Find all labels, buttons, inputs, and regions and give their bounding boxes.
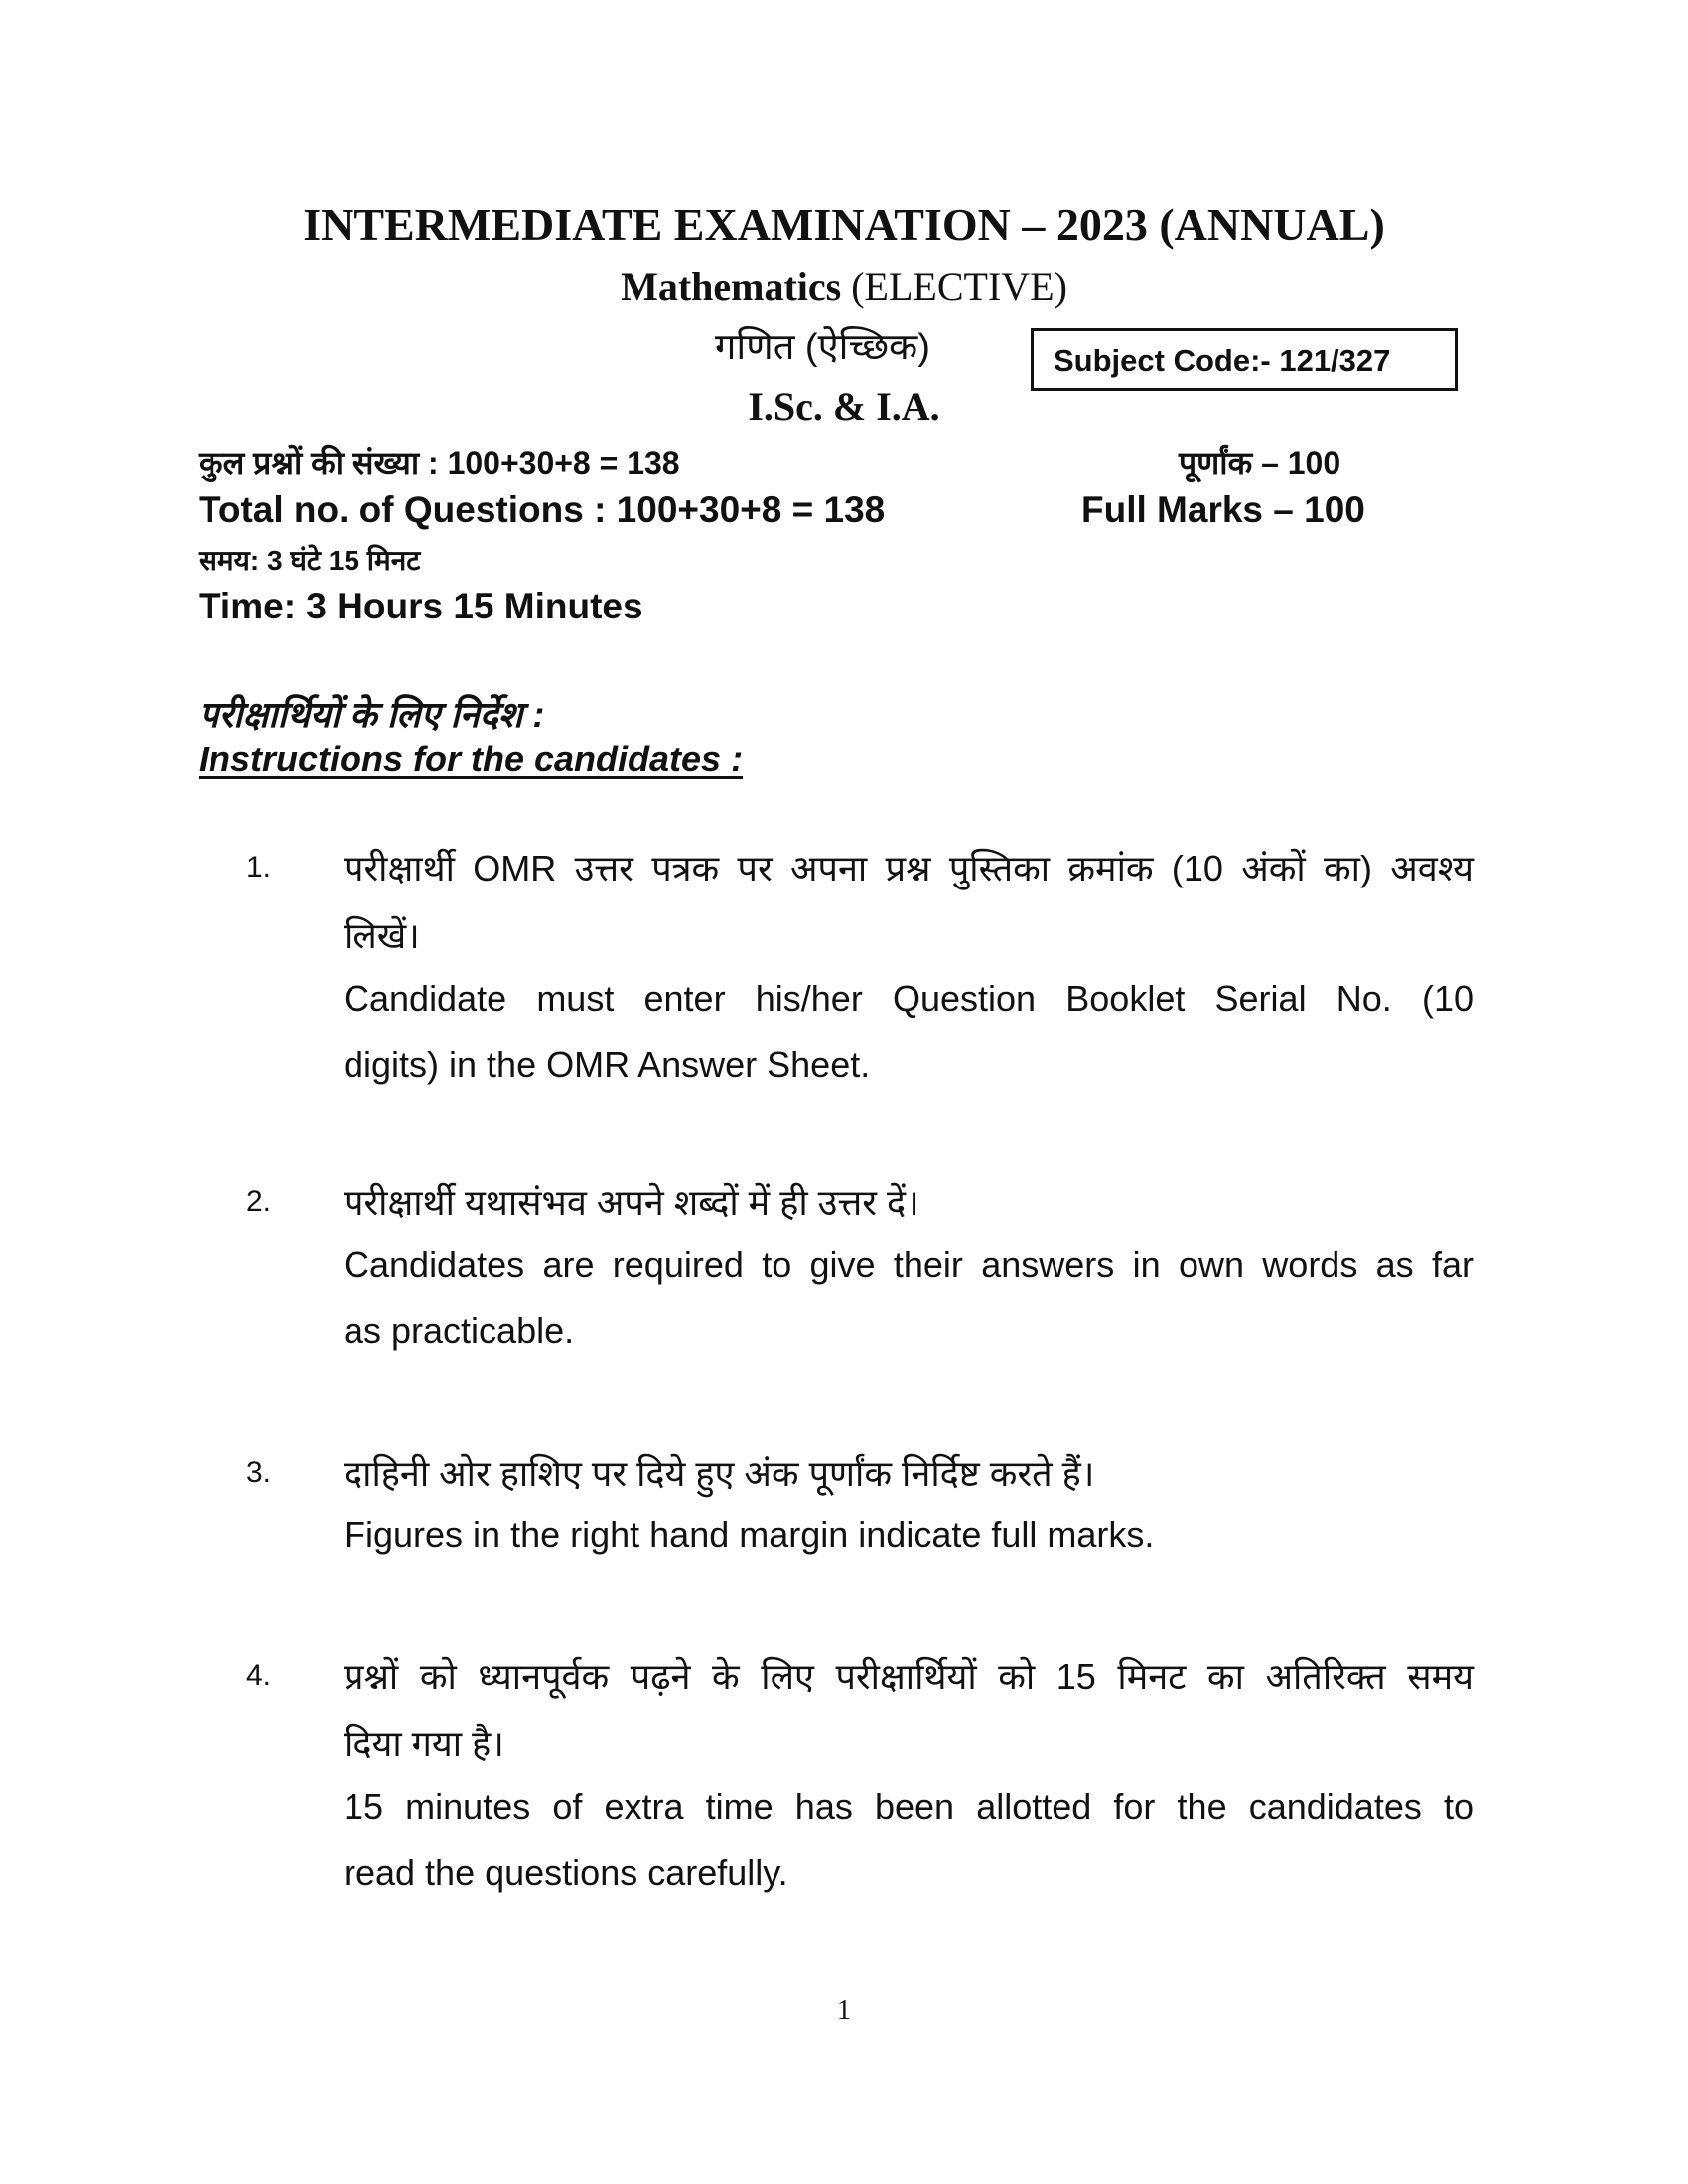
instruction-number: 4. bbox=[246, 1659, 272, 1692]
subject-name-hindi: गणित (ऐच्छिक) bbox=[715, 327, 930, 368]
subject-code-box bbox=[1031, 328, 1458, 391]
full-marks-hindi: पूर्णांक – 100 bbox=[1179, 445, 1341, 480]
instruction-1-english-line2: digits) in the OMR Answer Sheet. bbox=[344, 1044, 871, 1085]
instruction-4-english-line1: 15 minutes of extra time has been allotted for the candidates to bbox=[344, 1786, 1474, 1827]
instructions-heading: Instructions for the candidates : bbox=[199, 739, 744, 779]
subject-name bbox=[0, 263, 1688, 310]
instruction-2-english-line2: as practicable. bbox=[344, 1310, 575, 1351]
stream-label: I.Sc. & I.A. bbox=[748, 384, 940, 429]
time-hindi: समय: 3 घंटे 15 मिनट bbox=[199, 545, 421, 576]
instruction-number: 2. bbox=[246, 1185, 272, 1218]
subject-name-bold: Mathematics bbox=[621, 264, 842, 309]
total-questions-hindi: कुल प्रश्नों की संख्या : 100+30+8 = 138 bbox=[199, 445, 680, 480]
instruction-1-english-line1: Candidate must enter his/her Question Booklet Serial No. (10 bbox=[344, 978, 1474, 1019]
instruction-4-hindi-line2: दिया गया है। bbox=[344, 1723, 504, 1764]
instruction-2-hindi-line1: परीक्षार्थी यथासंभव अपने शब्दों में ही उत्तर दें। bbox=[344, 1182, 919, 1223]
instruction-3-hindi-line1: दाहिनी ओर हाशिए पर दिये हुए अंक पूर्णांक निर्दिष्ट करते हैं। bbox=[344, 1453, 1095, 1494]
instruction-4-hindi-line1: प्रश्नों को ध्यानपूर्वक पढ़ने के लिए परीक्षार्थियों को 15 मिनट का अतिरिक्त समय bbox=[344, 1656, 1474, 1697]
total-questions: Total no. of Questions : 100+30+8 = 138 bbox=[199, 489, 886, 530]
instruction-number: 1. bbox=[246, 851, 272, 884]
exam-title: INTERMEDIATE EXAMINATION – 2023 (ANNUAL) bbox=[303, 200, 1385, 250]
instruction-4-english-line2: read the questions carefully. bbox=[344, 1852, 788, 1893]
subject-name-elective: (ELECTIVE) bbox=[841, 264, 1067, 309]
time-duration: Time: 3 Hours 15 Minutes bbox=[199, 586, 643, 626]
page-number: 1 bbox=[837, 1995, 851, 2026]
instruction-number: 3. bbox=[246, 1456, 272, 1489]
full-marks: Full Marks – 100 bbox=[1081, 489, 1365, 530]
instruction-2-english-line1: Candidates are required to give their answers in own words as far bbox=[344, 1244, 1474, 1285]
instruction-1-hindi-line2: लिखें। bbox=[344, 915, 420, 956]
subject-code: Subject Code:- 121/327 bbox=[1054, 343, 1391, 378]
instructions-heading-hindi: परीक्षार्थियों के लिए निर्देश : bbox=[199, 694, 545, 735]
instruction-1-hindi-line1: परीक्षार्थी OMR उत्तर पत्रक पर अपना प्रश्न पुस्तिका क्रमांक (10 अंकों का) अवश्य bbox=[344, 848, 1474, 888]
instruction-3-english-line1: Figures in the right hand margin indicate full marks. bbox=[344, 1514, 1155, 1555]
